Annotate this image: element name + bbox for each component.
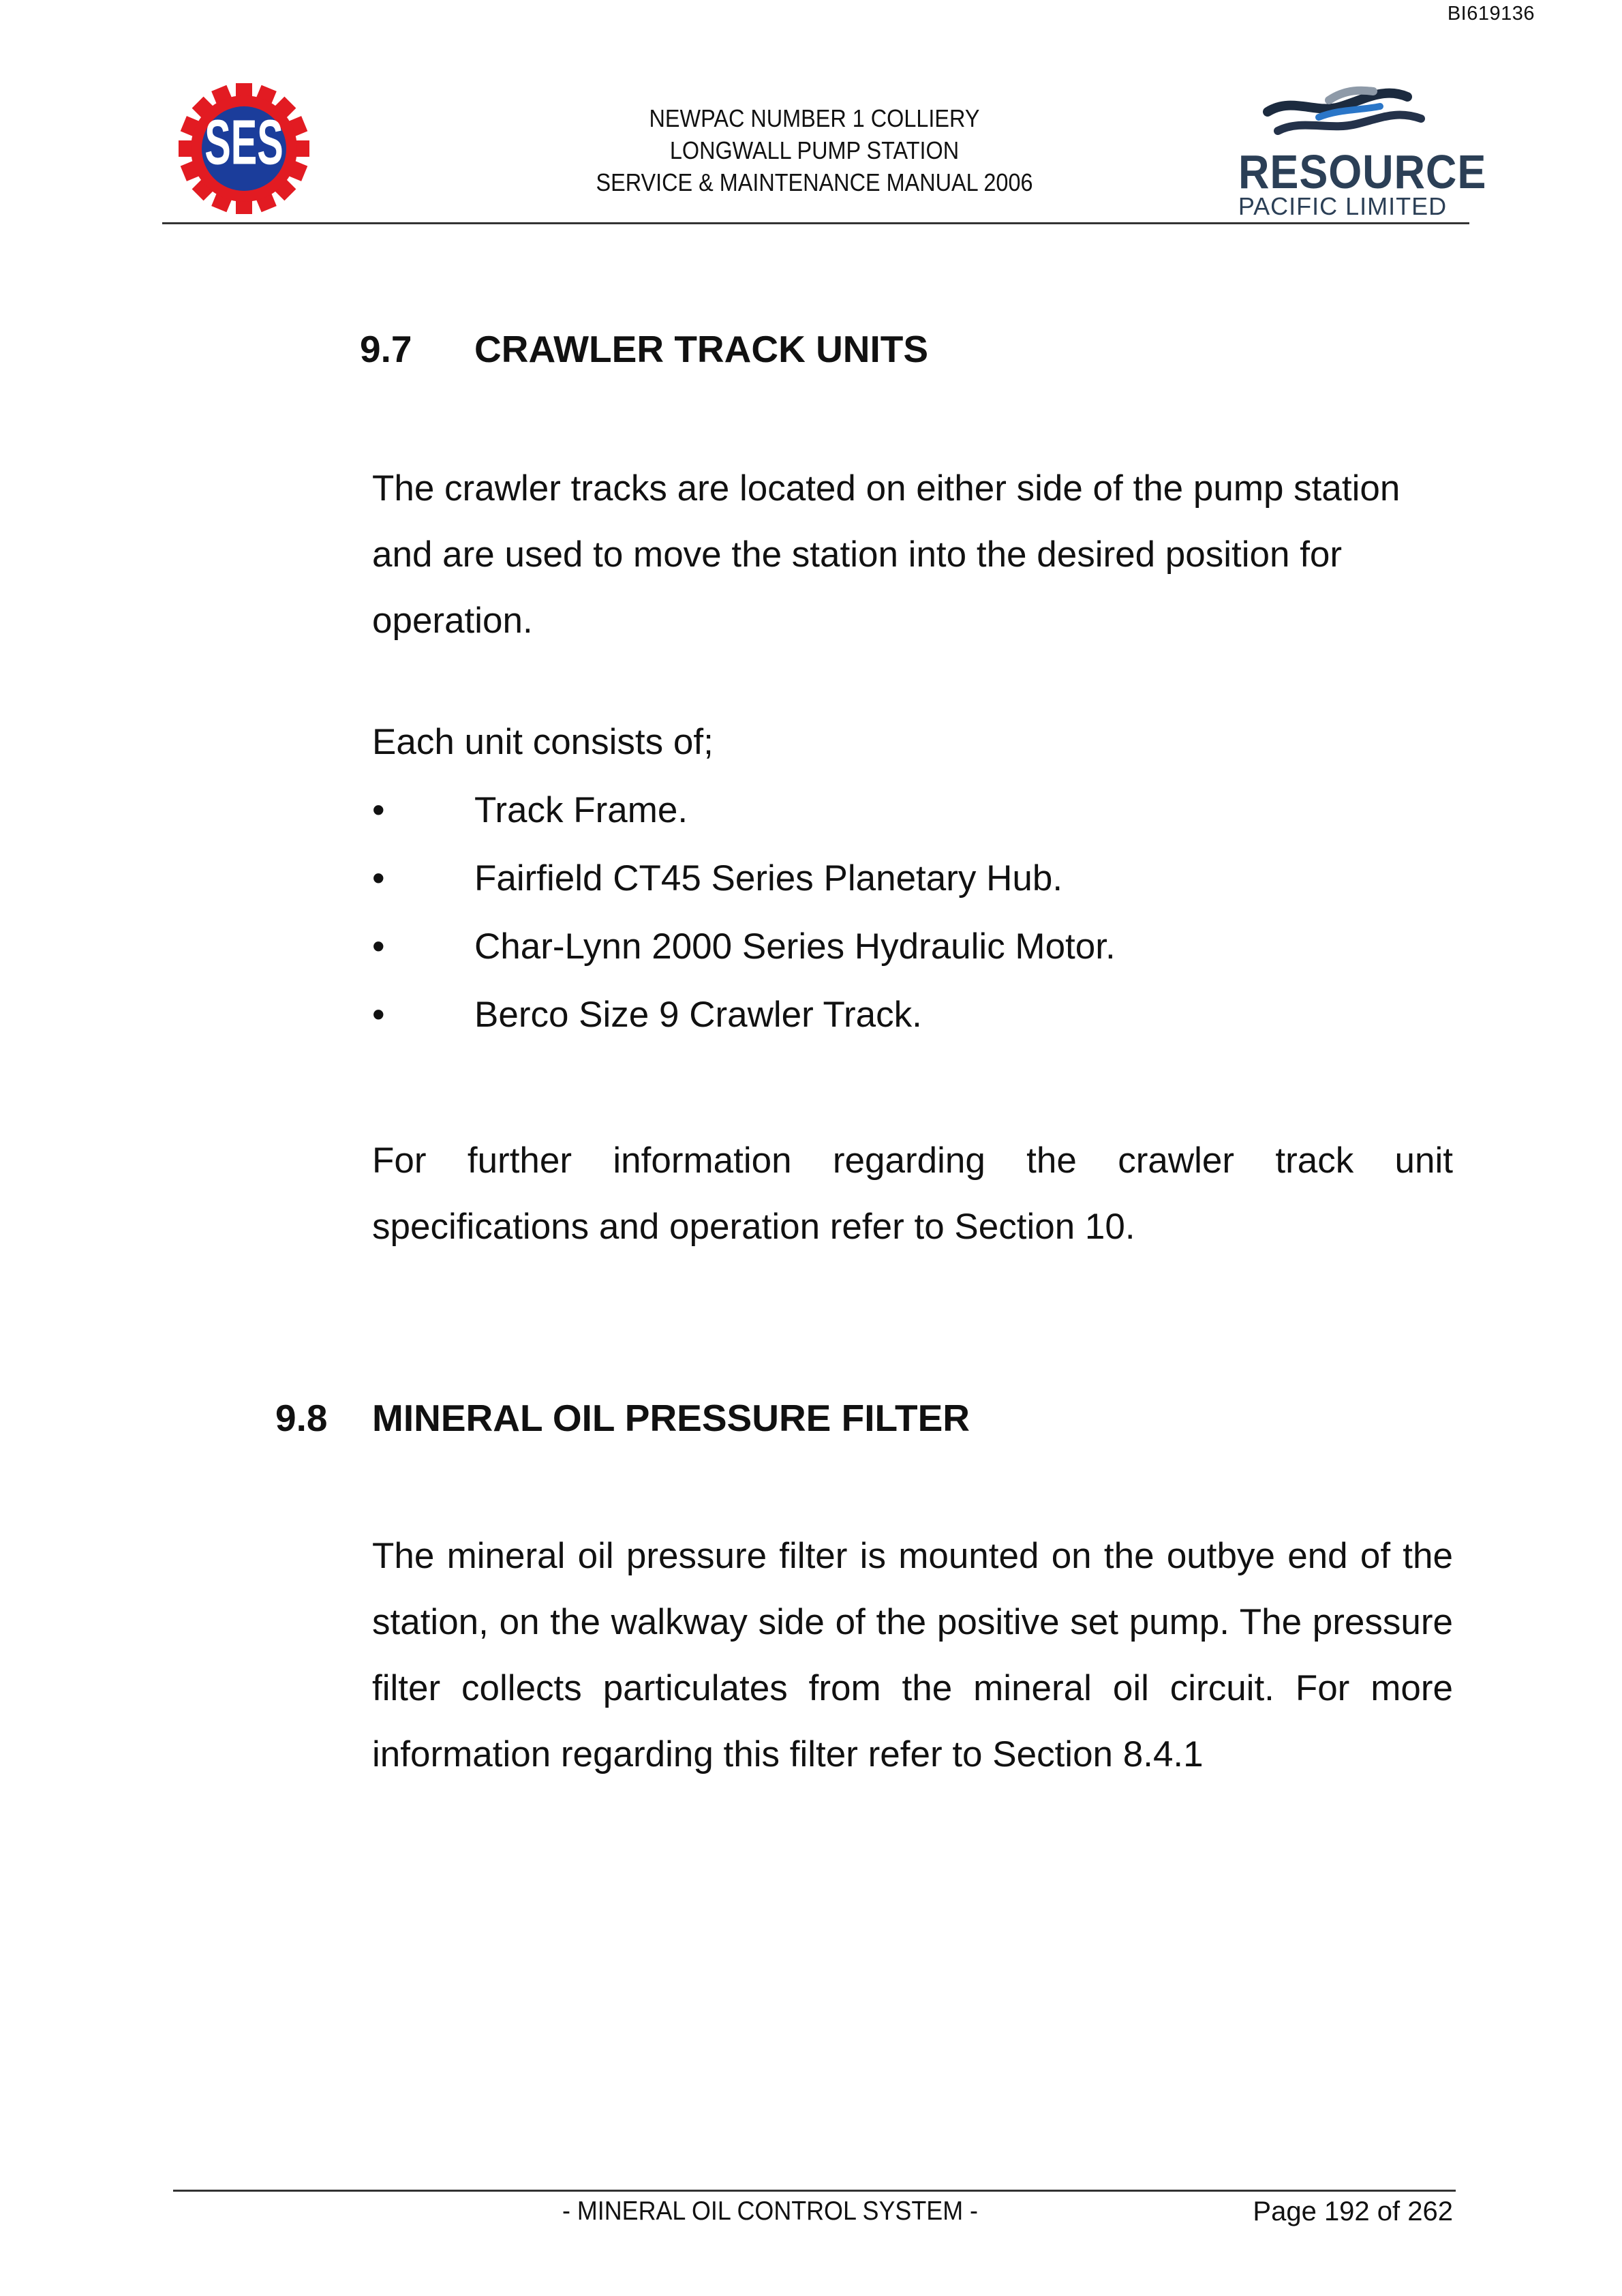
header-divider <box>162 222 1469 224</box>
header-line-1: NEWPAC NUMBER 1 COLLIERY <box>649 104 980 132</box>
section-98-title: MINERAL OIL PRESSURE FILTER <box>372 1397 970 1439</box>
section-97-title: CRAWLER TRACK UNITS <box>474 328 929 370</box>
list-item-text: Berco Size 9 Crawler Track. <box>474 995 922 1035</box>
bullet-icon: • <box>372 995 385 1035</box>
section-97-consists-label: Each unit consists of; <box>372 722 714 762</box>
ses-logo-text: SES <box>204 107 284 178</box>
header-line-3: SERVICE & MAINTENANCE MANUAL 2006 <box>596 168 1033 196</box>
document-id: BI619136 <box>1447 3 1535 25</box>
page-number: Page 192 of 262 <box>1253 2196 1453 2226</box>
resource-logo-subtitle: PACIFIC LIMITED <box>1238 192 1448 220</box>
list-item-text: Track Frame. <box>474 790 688 830</box>
header-title-block <box>511 102 1118 198</box>
header-line-2: LONGWALL PUMP STATION <box>669 136 960 164</box>
section-98-number: 9.8 <box>275 1397 328 1439</box>
footer-divider <box>173 2190 1456 2192</box>
bullet-icon: • <box>372 790 385 830</box>
ses-gear-icon <box>176 80 312 217</box>
footer-section-name: - MINERAL OIL CONTROL SYSTEM - <box>562 2196 979 2226</box>
list-item-text: Char-Lynn 2000 Series Hydraulic Motor. <box>474 926 1116 967</box>
ses-logo <box>176 80 312 217</box>
section-97-number: 9.7 <box>360 328 412 370</box>
list-item-text: Fairfield CT45 Series Planetary Hub. <box>474 858 1063 898</box>
bullet-icon: • <box>372 858 385 898</box>
section-97-intro: The crawler tracks are located on either side of the pump station and are used to move the station into the desired position for operation. <box>372 468 1401 641</box>
bullet-icon: • <box>372 926 385 967</box>
wave-icon <box>1227 76 1458 145</box>
section-98-body: The mineral oil pressure filter is mounted on the outbye end of the station, on the walkway side of the positive set pump. The pressure filter collects particulates from the mineral oil circuit. For more information regarding this filter refer to Section 8.4.1 <box>372 1536 1453 1774</box>
section-97-further-info: For further information regarding the crawler track unit specifications and operation refer to Section 10. <box>372 1141 1453 1247</box>
resource-logo-name: RESOURCE <box>1238 145 1487 198</box>
resource-pacific-logo <box>1227 76 1487 223</box>
